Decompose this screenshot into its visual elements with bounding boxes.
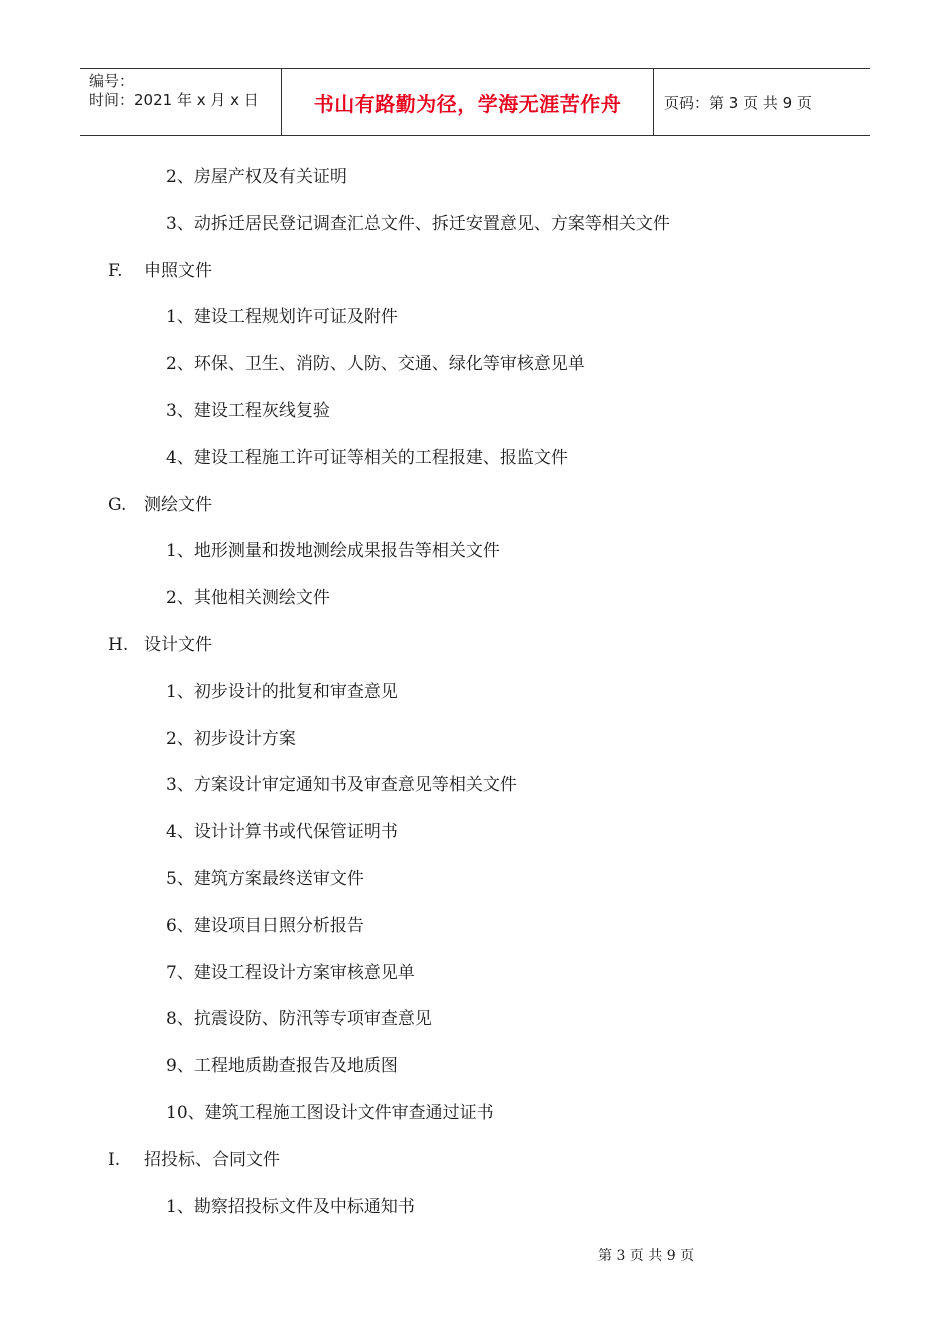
list-item: 2、房屋产权及有关证明 bbox=[166, 167, 347, 187]
section-heading bbox=[108, 494, 212, 516]
number-label: 编号： bbox=[89, 72, 135, 90]
section-heading bbox=[108, 1149, 280, 1171]
page-footer: 第 3 页 共 9 页 bbox=[598, 1248, 695, 1264]
list-item: 9、工程地质勘查报告及地质图 bbox=[166, 1056, 398, 1076]
list-item: 3、建设工程灰线复验 bbox=[166, 401, 330, 421]
list-item: 3、动拆迁居民登记调查汇总文件、拆迁安置意见、方案等相关文件 bbox=[166, 214, 670, 234]
list-item: 1、地形测量和拨地测绘成果报告等相关文件 bbox=[166, 541, 500, 561]
section-title: 设计文件 bbox=[144, 635, 212, 655]
time-label: 时间：2021 年 x 月 x 日 bbox=[89, 91, 259, 109]
header-motto: 书山有路勤为径，学海无涯苦作舟 bbox=[282, 69, 654, 135]
list-item: 2、其他相关测绘文件 bbox=[166, 588, 330, 608]
page-header bbox=[80, 68, 870, 136]
list-item: 4、设计计算书或代保管证明书 bbox=[166, 822, 398, 842]
section-title: 招投标、合同文件 bbox=[144, 1150, 280, 1170]
list-item: 1、勘察招投标文件及中标通知书 bbox=[166, 1197, 415, 1217]
list-item: 8、抗震设防、防汛等专项审查意见 bbox=[166, 1009, 432, 1029]
section-letter: G. bbox=[108, 495, 127, 515]
section-letter: I. bbox=[108, 1150, 121, 1170]
list-item: 1、建设工程规划许可证及附件 bbox=[166, 307, 398, 327]
list-item: 2、环保、卫生、消防、人防、交通、绿化等审核意见单 bbox=[166, 354, 585, 374]
list-item: 3、方案设计审定通知书及审查意见等相关文件 bbox=[166, 775, 517, 795]
list-item: 2、初步设计方案 bbox=[166, 729, 296, 749]
section-title: 申照文件 bbox=[144, 261, 212, 281]
list-item: 10、建筑工程施工图设计文件审查通过证书 bbox=[166, 1103, 494, 1123]
section-heading bbox=[108, 260, 212, 282]
list-item: 5、建筑方案最终送审文件 bbox=[166, 869, 364, 889]
section-title: 测绘文件 bbox=[144, 495, 212, 515]
list-item: 1、初步设计的批复和审查意见 bbox=[166, 682, 398, 702]
list-item: 6、建设项目日照分析报告 bbox=[166, 916, 364, 936]
section-letter: H. bbox=[108, 635, 129, 655]
section-heading bbox=[108, 634, 212, 656]
header-meta bbox=[80, 69, 282, 135]
list-item: 7、建设工程设计方案审核意见单 bbox=[166, 963, 415, 983]
list-item: 4、建设工程施工许可证等相关的工程报建、报监文件 bbox=[166, 448, 568, 468]
section-letter: F. bbox=[108, 261, 123, 281]
header-page-info: 页码：第 3 页 共 9 页 bbox=[664, 93, 812, 112]
